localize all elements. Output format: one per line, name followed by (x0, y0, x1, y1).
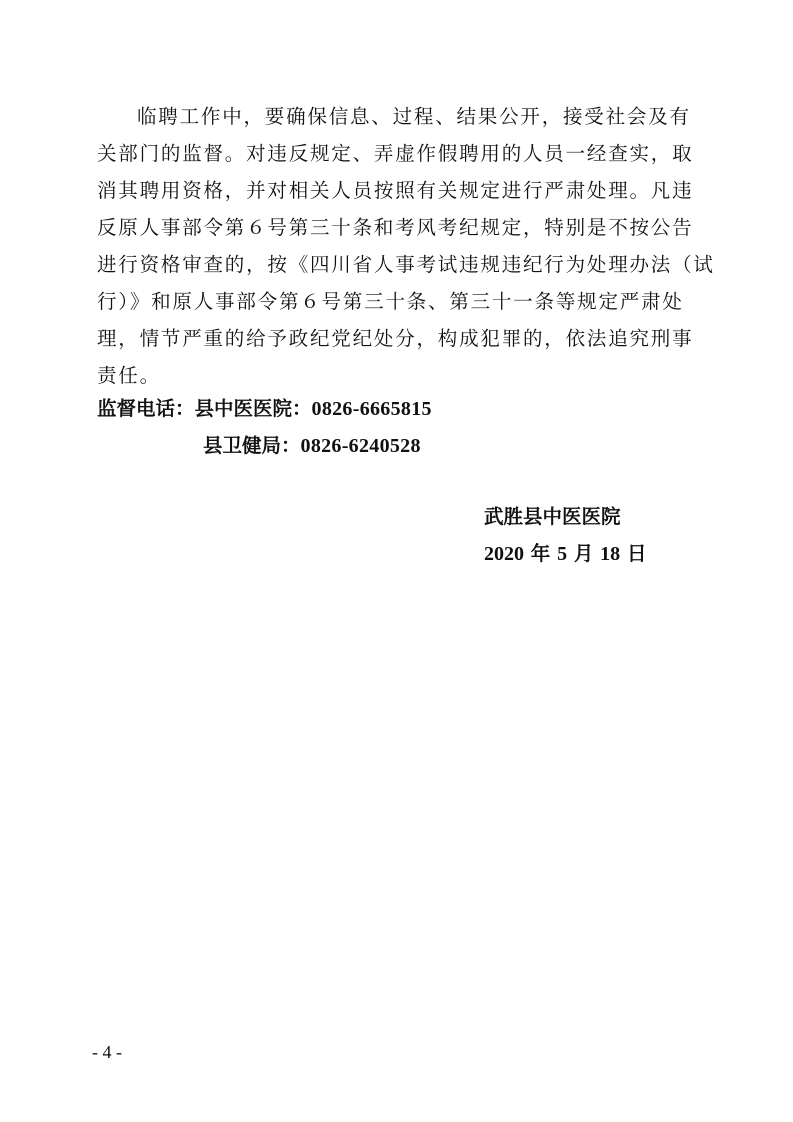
supervision-row-hospital (97, 390, 697, 427)
signature-date (484, 535, 724, 572)
bureau-name: 县卫健局： (203, 434, 301, 457)
paragraph-line-4: 反原人事部令第６号第三十条和考风考纪规定，特别是不按公告 (97, 216, 694, 239)
date-year-unit: 年 (524, 542, 558, 565)
hospital-phone: 0826-6665815 (311, 398, 432, 420)
paragraph-line-6: 行）》和原人事部令第６号第三十条、第三十一条等规定严肃处 (97, 290, 684, 313)
date-month: 5 (557, 543, 568, 565)
date-day: 18 (600, 543, 621, 565)
supervision-label: 监督电话： (97, 397, 195, 420)
paragraph-line-2: 关部门的监督。对违反规定、弄虚作假聘用的人员一经查实，取 (97, 142, 694, 165)
page-number: - 4 - (92, 1042, 122, 1062)
date-year: 2020 (484, 543, 524, 565)
paragraph-line-3: 消其聘用资格，并对相关人员按照有关规定进行严肃处理。凡违 (97, 179, 694, 202)
supervision-row-bureau (97, 427, 697, 464)
signature-block (484, 498, 724, 572)
body-paragraph (97, 98, 715, 394)
bureau-phone: 0826-6240528 (300, 435, 421, 457)
hospital-name: 县中医医院： (194, 397, 312, 420)
paragraph-line-5: 进行资格审查的，按《四川省人事考试违规违纪行为处理办法（试 (97, 253, 715, 276)
supervision-phones (97, 390, 697, 464)
paragraph-line-8: 责任。 (97, 364, 161, 387)
signature-organization: 武胜县中医医院 (484, 505, 621, 528)
date-day-unit: 日 (620, 542, 647, 565)
paragraph-line-7: 理，情节严重的给予政纪党纪处分，构成犯罪的，依法追究刑事 (97, 327, 694, 350)
date-month-unit: 月 (567, 542, 601, 565)
paragraph-line-1: 临聘工作中，要确保信息、过程、结果公开，接受社会及有 (137, 105, 691, 128)
